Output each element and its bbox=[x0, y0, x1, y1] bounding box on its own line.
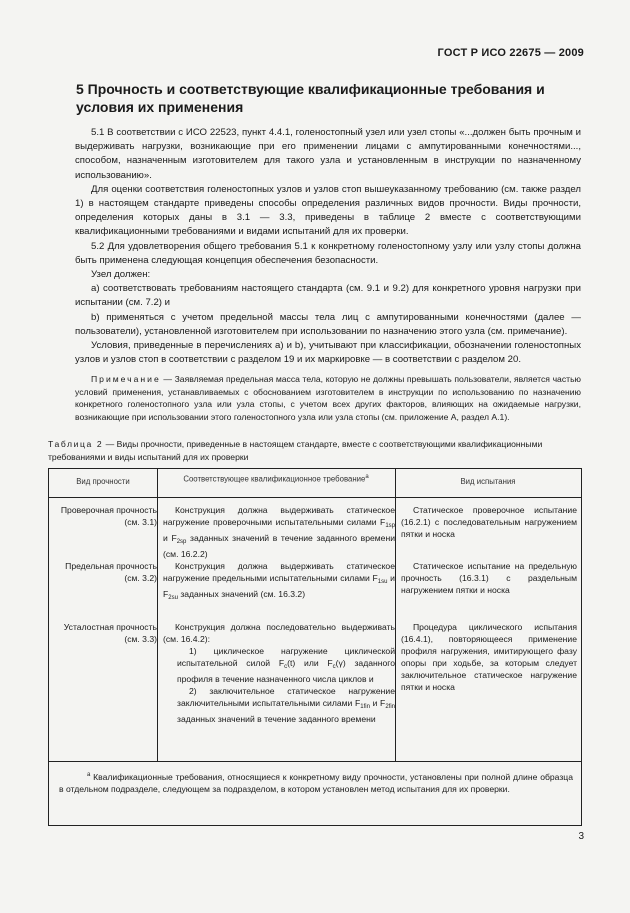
table-divider bbox=[157, 469, 158, 761]
row3-strength-type: Усталостная прочность (см. 3.3) bbox=[63, 622, 157, 644]
header-strength-type: Вид прочности bbox=[76, 477, 130, 486]
row1-test: Статическое проверочное испытание (16.2.1) с последовательным нагружением пятки и носка bbox=[401, 505, 577, 539]
row2-test: Статическое испытание на предельную прочность (16.3.1) с раздельным нагружением пятки и носка bbox=[401, 561, 577, 595]
paragraph-assessment: Для оценки соответствия голеностопных узлов и узлов стоп вышеуказанному требованию (см. также раздел 1) в настоящем стандарте приведены способы определения различных видов прочности. Виды прочности, определения которых даны в 3.1 — 3.3, приведены в таблице 2 вместе с соответствующими квалификационными требованиями и видами испытаний для их проверки. bbox=[75, 183, 581, 238]
table-caption bbox=[48, 438, 582, 463]
row1-req-text3: заданных значений в течение заданного времени (см. 16.2.2) bbox=[163, 533, 395, 559]
paragraph-5-2: 5.2 Для удовлетворения общего требования 5.1 к конкретному голеностопному узлу или узлу стопы должна быть применена следующая концепция обеспечения безопасности. bbox=[75, 240, 581, 266]
row3-item2-sub2: 2fin bbox=[385, 704, 395, 710]
row2-requirement bbox=[163, 560, 395, 604]
row1-sub1: 1sp bbox=[385, 523, 395, 529]
strength-table bbox=[48, 468, 582, 826]
note-text: — Заявляемая предельная масса тела, которую не должны превышать пользователи, является частью условий применения, устанавливаемых с обоснованием изготовителем в инструкции по использованию по назначению конкретного голеностопного узла или узла стопы, с учетом всех других факторов, влияющих на ожидаемые нагрузки, возникающие при использовании этого голеностопного узла или узла стопы (см. приложение А, раздел А.1). bbox=[75, 374, 581, 423]
row2-sub2: 2su bbox=[168, 595, 178, 601]
paragraph-unit-must: Узел должен: bbox=[91, 269, 151, 281]
table-footnote bbox=[59, 769, 573, 796]
row3-item1-text2: (t) или F bbox=[287, 658, 333, 668]
row3-item2-text: 2) заключительное статическое нагружение заключительными испытательными силами F bbox=[177, 686, 395, 708]
row2-req-text: Конструкция должна выдерживать статическое нагружение предельными испытательными силами F bbox=[163, 561, 395, 583]
list-item-a: а) соответствовать требованиям настоящего стандарта (см. 9.1 и 9.2) для конкретного уровня нагрузки при испытании (см. 7.2) и bbox=[75, 283, 581, 309]
header-test-type: Вид испытания bbox=[460, 477, 516, 486]
row1-sub2: 2sp bbox=[176, 539, 187, 545]
list-item-b: b) применяться с учетом предельной массы тела лиц с ампутированными конечностями (далее — пользователи), установленной изготовителем при использовании по назначению этого узла (см. примечание). bbox=[75, 311, 581, 337]
body-text bbox=[75, 126, 581, 367]
row3-item1-text3: (γ) заданного профиля в течение назначенного числа циклов и bbox=[177, 658, 395, 684]
note bbox=[75, 373, 581, 424]
table-divider bbox=[395, 469, 396, 761]
table-caption-text: — Виды прочности, приведенные в настоящем стандарте, вместе с соответствующими квалификационными требованиями и виды испытаний для их проверки bbox=[48, 439, 543, 462]
row3-item1-sub2: c bbox=[332, 664, 336, 670]
table-caption-label: Таблица 2 bbox=[48, 439, 104, 449]
row1-req-text2: и F bbox=[163, 533, 177, 543]
footnote-text: Квалификационные требования, относящиеся к конкретному виду прочности, установлены при полной длине образца в отдельном подразделе, следующем за подразделом, в котором установлен метод испытания для их проверки. bbox=[59, 771, 573, 795]
row2-strength-type: Предельная прочность (см. 3.2) bbox=[65, 561, 157, 583]
row1-req-text: Конструкция должна выдерживать статическое нагружение проверочными испытательными силами F bbox=[163, 505, 395, 527]
row3-req-intro: Конструкция должна последовательно выдерживать (см. 16.4.2): bbox=[163, 622, 395, 644]
row2-req-text3: заданных значений (см. 16.3.2) bbox=[177, 589, 306, 599]
row3-requirement bbox=[163, 621, 395, 725]
paragraph-conditions: Условия, приведенные в перечислениях а) и b), учитывают при классификации, обозначении голеностопных узлов и узлов стоп в соответствии с разделом 19 и их маркировке — в соответствии с разделом 20. bbox=[75, 340, 581, 366]
row3-test: Процедура циклического испытания (16.4.1), повторяющееся применение профиля нагружения, имитирующего фазу опоры при ходьбе, за которым следует заключительное статическое нагружение пятки и носка bbox=[401, 622, 577, 692]
row3-item2-sub1: 1fin bbox=[360, 704, 370, 710]
table-divider bbox=[49, 497, 581, 498]
row3-item2-text2: и F bbox=[369, 698, 386, 708]
table-divider bbox=[49, 761, 581, 762]
row3-item1-text: 1) циклическое нагружение циклической испытательной силой F bbox=[177, 646, 395, 668]
header-requirement bbox=[157, 472, 395, 485]
page-number: 3 bbox=[578, 831, 584, 842]
row3-req-item1 bbox=[163, 645, 395, 685]
paragraph-5-1: 5.1 В соответствии с ИСО 22523, пункт 4.4.1, голеностопный узел или узел стопы «...должен быть прочным и выдерживать нагрузки, возникающие при его применении лицами с ампутированными конечностями..., способом, назначенным изготовителем для такого узла и установленным в инструкции по назначенному использованию». bbox=[75, 127, 581, 181]
row3-item1-sub1: c bbox=[284, 664, 288, 670]
header-footnote-mark: а bbox=[365, 474, 369, 480]
section-title: 5 Прочность и соответствующие квалификационные требования и условия их применения bbox=[76, 81, 545, 115]
row1-strength-type: Проверочная прочность (см. 3.1) bbox=[60, 505, 157, 527]
standard-header: ГОСТ Р ИСО 22675 — 2009 bbox=[437, 47, 584, 59]
row3-req-item2 bbox=[163, 685, 395, 725]
row2-req-text2: и F bbox=[163, 573, 395, 599]
footnote-mark: а bbox=[87, 772, 91, 778]
row1-requirement bbox=[163, 504, 395, 560]
header-requirement-label: Соответствующее квалификационное требование bbox=[183, 474, 366, 484]
row2-sub1: 1su bbox=[377, 579, 388, 585]
row3-item2-text3: заданных значений в течение заданного времени bbox=[177, 714, 376, 724]
note-label: Примечание bbox=[91, 374, 161, 384]
